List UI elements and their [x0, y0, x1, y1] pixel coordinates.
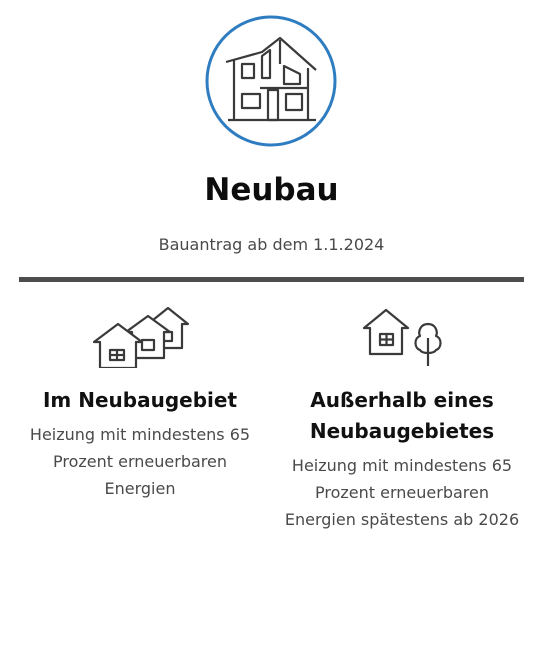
house-with-tree-icon — [280, 300, 524, 380]
section-divider — [19, 277, 524, 282]
column-ausserhalb-neubaugebiet — [280, 300, 524, 533]
column-text: Heizung mit mindestens 65 Prozent erneuerbaren Energien spätestens ab 2026 — [284, 456, 520, 529]
column-heading: Außerhalb eines Neubaugebietes — [309, 388, 495, 443]
page-subtitle: Bauantrag ab dem 1.1.2024 — [158, 235, 385, 254]
houses-row-icon — [20, 300, 260, 380]
column-heading: Im Neubaugebiet — [42, 388, 237, 412]
column-text: Heizung mit mindestens 65 Prozent erneuerbaren Energien — [29, 425, 251, 498]
column-neubaugebiet — [20, 300, 260, 502]
page-title: Neubau — [204, 172, 339, 208]
modern-house-icon — [204, 14, 338, 148]
